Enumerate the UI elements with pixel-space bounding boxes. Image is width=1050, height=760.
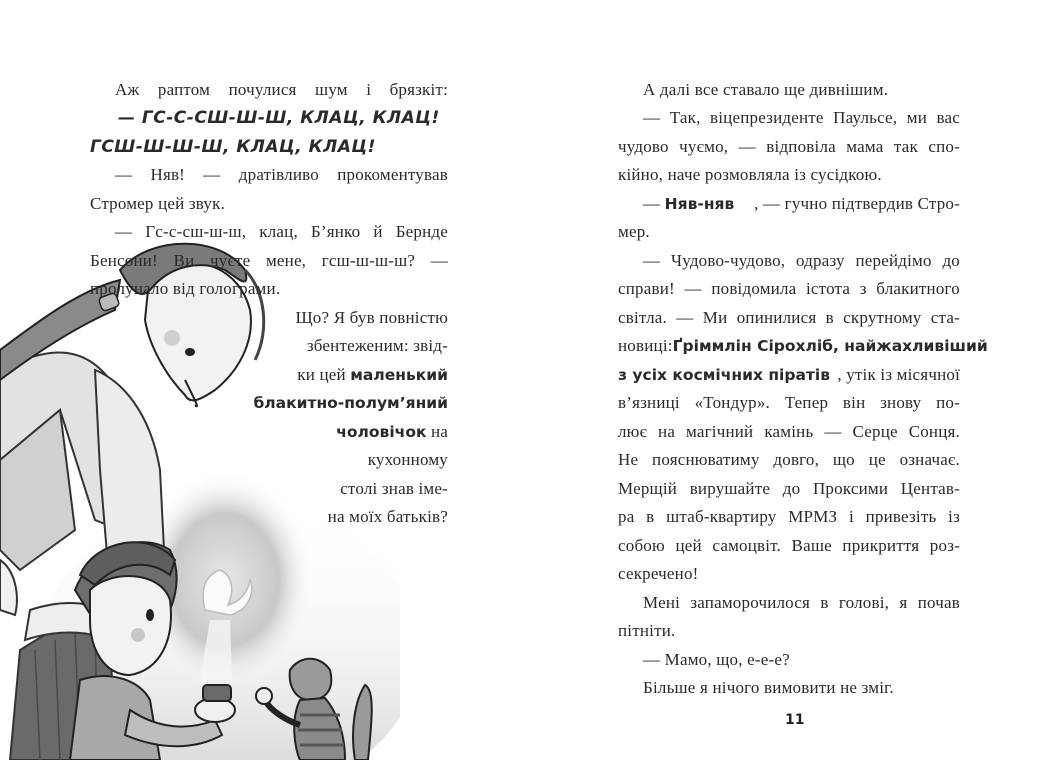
- sound-effect-line: ГСШ-Ш-Ш-Ш, КЛАЦ, КЛАЦ!: [90, 137, 376, 157]
- right-page: [525, 0, 1050, 760]
- text-span: , — гучно підтвердив Стро-: [754, 194, 960, 213]
- sound-effect-line: — ГС-С-СШ-Ш-Ш, КЛАЦ, КЛАЦ!: [118, 108, 440, 128]
- text-line: А далі все ставало ще дивнішим.: [643, 80, 889, 99]
- text-line: на моїх батьків?: [327, 507, 448, 526]
- text-line: [240, 393, 448, 413]
- text-line: світла. — Ми опинилися в скрутному ста-: [618, 308, 960, 327]
- text-line: [618, 365, 960, 385]
- text-line: справи! — повідомила істота з блакитного: [618, 279, 960, 298]
- text-line: лює на магічний камінь — Серце Сонця.: [618, 422, 960, 441]
- text-line: збентеженим: звід-: [306, 336, 448, 355]
- page-number: 11: [785, 712, 805, 728]
- text-line: секречено!: [618, 564, 699, 583]
- text-line: в’язниці «Тондур». Тепер він знову по-: [618, 393, 960, 412]
- bold-span: Ґріммлін Сірохліб, найжахливіший: [672, 337, 988, 355]
- text-line: собою цей самоцвіт. Ваше прикриття роз-: [618, 536, 960, 555]
- text-line: мер.: [618, 222, 650, 241]
- text-line: [643, 194, 960, 214]
- bold-span: маленький: [350, 366, 448, 384]
- text-line: Бенсони! Ви чуєте мене, гсш-ш-ш-ш? —: [90, 251, 448, 270]
- text-span: на: [426, 422, 448, 441]
- text-line: [240, 422, 448, 442]
- text-line: Мені запаморочилося в голові, я почав: [643, 593, 960, 612]
- text-line: Стромер цей звук.: [90, 194, 226, 213]
- text-line: — Чудово-чудово, одразу перейдімо до: [643, 251, 960, 270]
- bold-span: чоловічок: [336, 423, 427, 441]
- text-line: Аж раптом почулися шум і брязкіт:: [115, 80, 448, 99]
- text-line: пітніти.: [618, 621, 676, 640]
- text-line: [240, 365, 448, 385]
- text-line: ра в штаб-квартиру МРМЗ і привезіть із: [618, 507, 960, 526]
- text-line: Мерщій вирушайте до Проксими Центав-: [618, 479, 960, 498]
- text-span: , утік із місячної: [837, 365, 960, 384]
- text-span: —: [643, 194, 665, 213]
- text-line: [618, 336, 988, 356]
- text-line: — Мамо, що, е-е-е?: [643, 650, 790, 669]
- bold-span: з усіх космічних піратів: [618, 366, 831, 384]
- text-line: столі знав іме-: [340, 479, 448, 498]
- text-span: [643, 194, 734, 214]
- text-line: — Так, віцепрезиденте Паульсе, ми вас: [643, 108, 960, 127]
- text-line: — Гс-с-сш-ш-ш, клац, Б’янко й Берндe: [115, 222, 448, 241]
- text-span: новиці:: [618, 336, 673, 355]
- text-line: кійно, наче розмовляла із сусідкою.: [618, 165, 882, 184]
- text-line: — Няв! — дратівливо прокоментував: [115, 165, 448, 184]
- bold-span: блакитно-полум’яний: [253, 394, 448, 412]
- text-line: пролунало від голограми.: [90, 279, 281, 298]
- text-line: чудово чуємо, — відповіла мама так спо-: [618, 137, 960, 156]
- bold-span: Няв-няв: [664, 195, 735, 213]
- left-page: [0, 0, 520, 760]
- text-line: Що? Я був повністю: [295, 308, 448, 327]
- text-span: ки цей: [297, 365, 351, 384]
- text-line: Не пояснюватиму довго, що це означає.: [618, 450, 960, 469]
- text-line: кухонному: [367, 450, 448, 469]
- text-line: Більше я нічого вимовити не зміг.: [643, 678, 894, 697]
